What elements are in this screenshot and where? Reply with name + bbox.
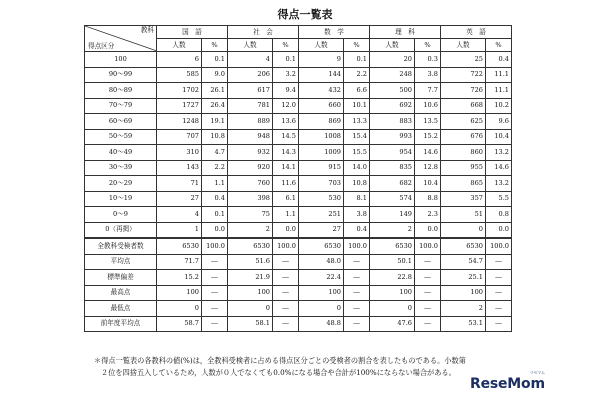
count-cell: 9 — [299, 52, 344, 68]
table-row — [85, 222, 512, 238]
percent-cell: ― — [415, 301, 441, 317]
percent-cell: ― — [486, 254, 512, 270]
footnote-line: ＊得点一覧表の各教科の値(%)は，全教科受検者に占める得点区分ごとの受検者の割合を表したものである。小数第 — [94, 356, 466, 365]
percent-cell: 0.4 — [202, 191, 228, 207]
count-cell: 585 — [157, 67, 202, 83]
count-cell: 860 — [441, 145, 486, 161]
count-cell: 248 — [370, 67, 415, 83]
percent-cell: ― — [273, 301, 299, 317]
count-cell: 835 — [370, 160, 415, 176]
count-cell: 707 — [157, 129, 202, 145]
count-cell: 51.6 — [228, 254, 273, 270]
count-cell: 0 — [370, 301, 415, 317]
percent-cell: 10.4 — [415, 176, 441, 192]
percent-cell: 14.6 — [486, 160, 512, 176]
percent-cell: ― — [202, 254, 228, 270]
percent-cell: 0.8 — [486, 207, 512, 223]
footnote-line: ２位を四捨五入しているため，人数が０人でなくても0.0%になる場合や合計が100%にならない場合がある。 — [101, 368, 456, 377]
row-label: 全教科受検者数 — [85, 238, 157, 254]
count-cell: 682 — [370, 176, 415, 192]
percent-cell: 100.0 — [344, 238, 370, 254]
count-cell: 500 — [370, 83, 415, 99]
percent-cell: 9.6 — [486, 114, 512, 130]
percent-cell: 2.2 — [202, 160, 228, 176]
count-cell: 6530 — [299, 238, 344, 254]
percent-cell: 10.8 — [202, 129, 228, 145]
percent-cell: 9.4 — [273, 83, 299, 99]
percent-cell: 19.1 — [202, 114, 228, 130]
table-row — [85, 114, 512, 130]
percent-cell: ― — [415, 316, 441, 332]
row-label: 40～49 — [85, 145, 157, 161]
count-cell: 432 — [299, 83, 344, 99]
count-cell: 1248 — [157, 114, 202, 130]
percent-cell: ― — [344, 316, 370, 332]
count-cell: 6 — [157, 52, 202, 68]
corner-subject-label: 教科 — [140, 26, 154, 34]
count-cell: 948 — [228, 129, 273, 145]
count-cell: 2 — [228, 222, 273, 238]
table-row — [85, 254, 512, 270]
subject-header: 英 語 — [441, 26, 512, 39]
count-cell: 889 — [228, 114, 273, 130]
percent-column-header: % — [486, 39, 512, 52]
row-label: 前年度平均点 — [85, 316, 157, 332]
count-cell: 310 — [157, 145, 202, 161]
percent-cell: 14.3 — [273, 145, 299, 161]
count-cell: 22.4 — [299, 270, 344, 286]
percent-cell: 14.6 — [415, 145, 441, 161]
percent-cell: 26.1 — [202, 83, 228, 99]
percent-cell: 0.3 — [415, 52, 441, 68]
count-cell: 726 — [441, 83, 486, 99]
row-label: 80～89 — [85, 83, 157, 99]
percent-cell: 0.0 — [273, 222, 299, 238]
count-cell: 920 — [228, 160, 273, 176]
table-row — [85, 145, 512, 161]
footnote — [94, 355, 524, 379]
count-cell: 530 — [299, 191, 344, 207]
percent-cell: 15.4 — [344, 129, 370, 145]
percent-cell: ― — [486, 270, 512, 286]
count-cell: 955 — [441, 160, 486, 176]
percent-cell: 0.1 — [202, 207, 228, 223]
count-cell: 703 — [299, 176, 344, 192]
page-title: 得点一覧表 — [277, 8, 333, 21]
percent-cell: 11.6 — [273, 176, 299, 192]
count-cell: 251 — [299, 207, 344, 223]
percent-cell: 12.8 — [415, 160, 441, 176]
percent-cell: 0.1 — [202, 52, 228, 68]
count-cell: 6530 — [228, 238, 273, 254]
percent-cell: 13.2 — [486, 145, 512, 161]
percent-cell: ― — [273, 285, 299, 301]
row-label: 90～99 — [85, 67, 157, 83]
percent-cell: 8.8 — [415, 191, 441, 207]
resemom-logo — [470, 370, 545, 392]
subject-header: 理 科 — [370, 26, 441, 39]
table-row — [85, 176, 512, 192]
count-cell: 100 — [299, 285, 344, 301]
table-row — [85, 191, 512, 207]
count-cell: 15.2 — [157, 270, 202, 286]
count-cell: 722 — [441, 67, 486, 83]
count-cell: 0 — [228, 301, 273, 317]
percent-cell: 26.4 — [202, 98, 228, 114]
percent-cell: ― — [202, 301, 228, 317]
percent-cell: 2.2 — [344, 67, 370, 83]
percent-cell: 100.0 — [273, 238, 299, 254]
count-cell: 0 — [299, 301, 344, 317]
count-cell: 100 — [441, 285, 486, 301]
percent-cell: ― — [273, 316, 299, 332]
percent-cell: 0.1 — [273, 52, 299, 68]
count-cell: 869 — [299, 114, 344, 130]
percent-cell: 12.0 — [273, 98, 299, 114]
count-cell: 4 — [228, 52, 273, 68]
percent-cell: 8.1 — [344, 191, 370, 207]
row-label: 60～69 — [85, 114, 157, 130]
percent-cell: ― — [415, 254, 441, 270]
count-cell: 1 — [157, 222, 202, 238]
percent-cell: ― — [415, 270, 441, 286]
count-cell: 50.1 — [370, 254, 415, 270]
count-cell: 53.1 — [441, 316, 486, 332]
count-cell: 54.7 — [441, 254, 486, 270]
table-row — [85, 160, 512, 176]
percent-cell: 9.0 — [202, 67, 228, 83]
table-row — [85, 238, 512, 254]
percent-cell: 2.3 — [415, 207, 441, 223]
percent-cell: 100.0 — [415, 238, 441, 254]
percent-cell: 0.4 — [486, 52, 512, 68]
percent-cell: 10.1 — [344, 98, 370, 114]
subject-header: 国 語 — [157, 26, 228, 39]
percent-cell: ― — [486, 316, 512, 332]
count-column-header: 人数 — [441, 39, 486, 52]
table-row — [85, 270, 512, 286]
count-cell: 6530 — [157, 238, 202, 254]
percent-cell: ― — [202, 270, 228, 286]
count-cell: 100 — [228, 285, 273, 301]
percent-column-header: % — [344, 39, 370, 52]
percent-cell: 10.4 — [486, 129, 512, 145]
percent-cell: 3.2 — [273, 67, 299, 83]
percent-cell: 13.5 — [415, 114, 441, 130]
count-cell: 574 — [370, 191, 415, 207]
percent-column-header: % — [202, 39, 228, 52]
count-cell: 954 — [370, 145, 415, 161]
percent-cell: 11.1 — [486, 83, 512, 99]
percent-cell: 15.2 — [415, 129, 441, 145]
count-cell: 20 — [370, 52, 415, 68]
percent-cell: ― — [202, 316, 228, 332]
percent-cell: ― — [344, 285, 370, 301]
count-cell: 206 — [228, 67, 273, 83]
count-cell: 144 — [299, 67, 344, 83]
row-label: 0（再掲） — [85, 222, 157, 238]
percent-cell: 0.0 — [202, 222, 228, 238]
count-cell: 1727 — [157, 98, 202, 114]
table-row — [85, 301, 512, 317]
logo-text: ReseMom — [470, 376, 545, 392]
score-table — [84, 25, 512, 332]
count-column-header: 人数 — [157, 39, 202, 52]
count-cell: 668 — [441, 98, 486, 114]
percent-cell: 100.0 — [202, 238, 228, 254]
percent-cell: 3.8 — [415, 67, 441, 83]
row-label: 標準偏差 — [85, 270, 157, 286]
count-cell: 27 — [157, 191, 202, 207]
count-cell: 6530 — [441, 238, 486, 254]
count-cell: 617 — [228, 83, 273, 99]
percent-cell: 0.0 — [415, 222, 441, 238]
percent-cell: 4.7 — [202, 145, 228, 161]
count-cell: 25.1 — [441, 270, 486, 286]
count-cell: 71 — [157, 176, 202, 192]
count-cell: 58.7 — [157, 316, 202, 332]
percent-cell: ― — [202, 285, 228, 301]
logo-small-text: リセマム — [529, 370, 545, 375]
percent-cell: 10.8 — [344, 176, 370, 192]
percent-cell: 14.5 — [273, 129, 299, 145]
table-row — [85, 67, 512, 83]
percent-cell: 15.5 — [344, 145, 370, 161]
percent-cell: ― — [415, 285, 441, 301]
count-cell: 865 — [441, 176, 486, 192]
table-row — [85, 83, 512, 99]
count-cell: 883 — [370, 114, 415, 130]
count-cell: 71.7 — [157, 254, 202, 270]
count-column-header: 人数 — [299, 39, 344, 52]
count-cell: 625 — [441, 114, 486, 130]
count-cell: 100 — [157, 285, 202, 301]
percent-cell: 0.1 — [344, 52, 370, 68]
percent-cell: ― — [344, 254, 370, 270]
count-cell: 1009 — [299, 145, 344, 161]
count-cell: 22.8 — [370, 270, 415, 286]
percent-cell: 13.6 — [273, 114, 299, 130]
count-column-header: 人数 — [228, 39, 273, 52]
percent-cell: ― — [273, 254, 299, 270]
row-label: 100 — [85, 52, 157, 68]
percent-column-header: % — [273, 39, 299, 52]
percent-cell: ― — [344, 301, 370, 317]
count-cell: 760 — [228, 176, 273, 192]
row-label: 70～79 — [85, 98, 157, 114]
count-cell: 2 — [441, 301, 486, 317]
percent-cell: 0.0 — [486, 222, 512, 238]
count-cell: 6530 — [370, 238, 415, 254]
percent-cell: 13.3 — [344, 114, 370, 130]
count-cell: 75 — [228, 207, 273, 223]
count-cell: 48.8 — [299, 316, 344, 332]
count-cell: 25 — [441, 52, 486, 68]
row-label: 10～19 — [85, 191, 157, 207]
count-cell: 993 — [370, 129, 415, 145]
percent-cell: 14.0 — [344, 160, 370, 176]
count-cell: 100 — [370, 285, 415, 301]
table-row — [85, 316, 512, 332]
corner-header-cell — [85, 26, 157, 52]
count-cell: 58.1 — [228, 316, 273, 332]
count-cell: 143 — [157, 160, 202, 176]
row-label: 20～29 — [85, 176, 157, 192]
count-cell: 0 — [157, 301, 202, 317]
count-cell: 398 — [228, 191, 273, 207]
count-cell: 781 — [228, 98, 273, 114]
percent-cell: 11.1 — [486, 67, 512, 83]
count-column-header: 人数 — [370, 39, 415, 52]
row-label: 最高点 — [85, 285, 157, 301]
subject-header: 数 学 — [299, 26, 370, 39]
count-cell: 692 — [370, 98, 415, 114]
percent-cell: ― — [273, 270, 299, 286]
percent-cell: 13.2 — [486, 176, 512, 192]
percent-cell: 10.6 — [415, 98, 441, 114]
count-cell: 2 — [370, 222, 415, 238]
table-row — [85, 98, 512, 114]
count-cell: 1008 — [299, 129, 344, 145]
row-label: 0～9 — [85, 207, 157, 223]
count-cell: 149 — [370, 207, 415, 223]
count-cell: 915 — [299, 160, 344, 176]
count-cell: 48.0 — [299, 254, 344, 270]
percent-cell: 3.8 — [344, 207, 370, 223]
row-label: 50～59 — [85, 129, 157, 145]
percent-cell: ― — [486, 301, 512, 317]
count-cell: 4 — [157, 207, 202, 223]
percent-cell: 5.5 — [486, 191, 512, 207]
table-row — [85, 129, 512, 145]
percent-cell: ― — [486, 285, 512, 301]
table-row — [85, 52, 512, 68]
percent-cell: 10.2 — [486, 98, 512, 114]
percent-cell: 0.4 — [344, 222, 370, 238]
percent-cell: 100.0 — [486, 238, 512, 254]
count-cell: 660 — [299, 98, 344, 114]
row-label: 最低点 — [85, 301, 157, 317]
row-label: 30～39 — [85, 160, 157, 176]
count-cell: 21.9 — [228, 270, 273, 286]
percent-cell: ― — [344, 270, 370, 286]
count-cell: 357 — [441, 191, 486, 207]
count-cell: 47.6 — [370, 316, 415, 332]
count-cell: 932 — [228, 145, 273, 161]
count-cell: 51 — [441, 207, 486, 223]
table-row — [85, 207, 512, 223]
row-label: 平均点 — [85, 254, 157, 270]
percent-cell: 14.1 — [273, 160, 299, 176]
percent-cell: 7.7 — [415, 83, 441, 99]
count-cell: 0 — [441, 222, 486, 238]
percent-cell: 6.6 — [344, 83, 370, 99]
count-cell: 676 — [441, 129, 486, 145]
table-row — [85, 285, 512, 301]
corner-score-label: 得点区分 — [88, 42, 115, 51]
percent-cell: 6.1 — [273, 191, 299, 207]
percent-cell: 1.1 — [273, 207, 299, 223]
percent-cell: 1.1 — [202, 176, 228, 192]
count-cell: 27 — [299, 222, 344, 238]
subject-header: 社 会 — [228, 26, 299, 39]
percent-column-header: % — [415, 39, 441, 52]
count-cell: 1702 — [157, 83, 202, 99]
